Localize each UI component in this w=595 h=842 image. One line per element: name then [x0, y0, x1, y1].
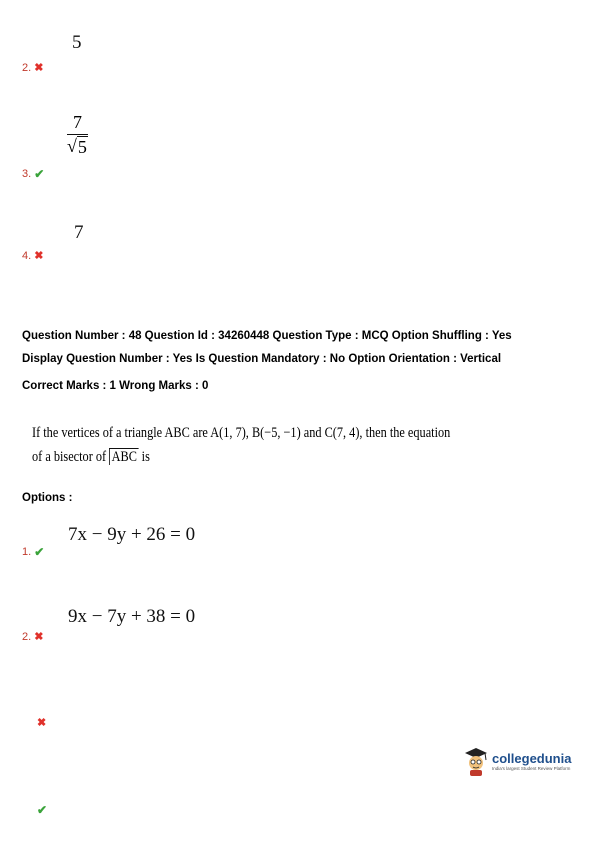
fraction-numerator: 7 [72, 112, 82, 132]
options-label: Options : [22, 492, 73, 504]
logo-tagline: India's largest Student Review Platform [492, 766, 571, 771]
sqrt-sign: √ [67, 136, 77, 156]
cross-icon: ✖ [34, 250, 44, 262]
option-2-value: 5 [72, 32, 82, 53]
extra-cross-mark [34, 713, 46, 731]
question-text-suffix: is [138, 449, 150, 465]
cross-icon: ✖ [34, 62, 44, 74]
option-3-value [67, 112, 88, 158]
question-text-prefix: of a bisector of [32, 449, 110, 465]
question-text-line-2 [32, 445, 450, 469]
fraction-denominator [67, 135, 88, 158]
cross-icon: ✖ [34, 631, 44, 643]
question-text [32, 421, 450, 469]
question-meta-line-1: Question Number : 48 Question Id : 34260448 Question Type : MCQ Option Shuffling : Yes [22, 330, 512, 342]
option-number: 3. [22, 168, 32, 180]
logo-name: collegedunia [492, 751, 572, 766]
option-number: 4. [22, 249, 32, 262]
check-icon: ✔ [34, 545, 45, 559]
option-number: 2. [22, 61, 32, 74]
option-2-label [22, 630, 43, 643]
option-4-value: 7 [74, 222, 84, 243]
option-2-equation: 9x − 7y + 38 = 0 [68, 606, 196, 627]
sqrt [67, 136, 88, 158]
option-number: 1. [22, 546, 32, 558]
radicand: 5 [77, 137, 87, 157]
option-3-label [22, 167, 44, 181]
fraction [67, 112, 88, 158]
option-number: 2. [22, 630, 32, 643]
option-1-equation: 7x − 9y + 26 = 0 [68, 524, 196, 545]
angle-abc: ABC [109, 448, 138, 465]
extra-check-mark [34, 801, 47, 819]
option-2-label [22, 61, 43, 74]
cross-icon: ✖ [37, 717, 47, 729]
option-1-label [22, 545, 44, 559]
question-meta-line-3: Correct Marks : 1 Wrong Marks : 0 [22, 380, 209, 392]
logo-text [492, 751, 571, 771]
check-icon: ✔ [34, 167, 45, 181]
collegedunia-logo [463, 746, 571, 776]
check-icon: ✔ [37, 803, 48, 817]
question-meta-line-2: Display Question Number : Yes Is Question Mandatory : No Option Orientation : Vertical [22, 353, 502, 365]
student-mascot-icon [463, 746, 489, 776]
option-4-label [22, 249, 43, 262]
question-text-line-1: If the vertices of a triangle ABC are A(1, 7), B(−5, −1) and C(7, 4), then the equation [32, 425, 451, 441]
